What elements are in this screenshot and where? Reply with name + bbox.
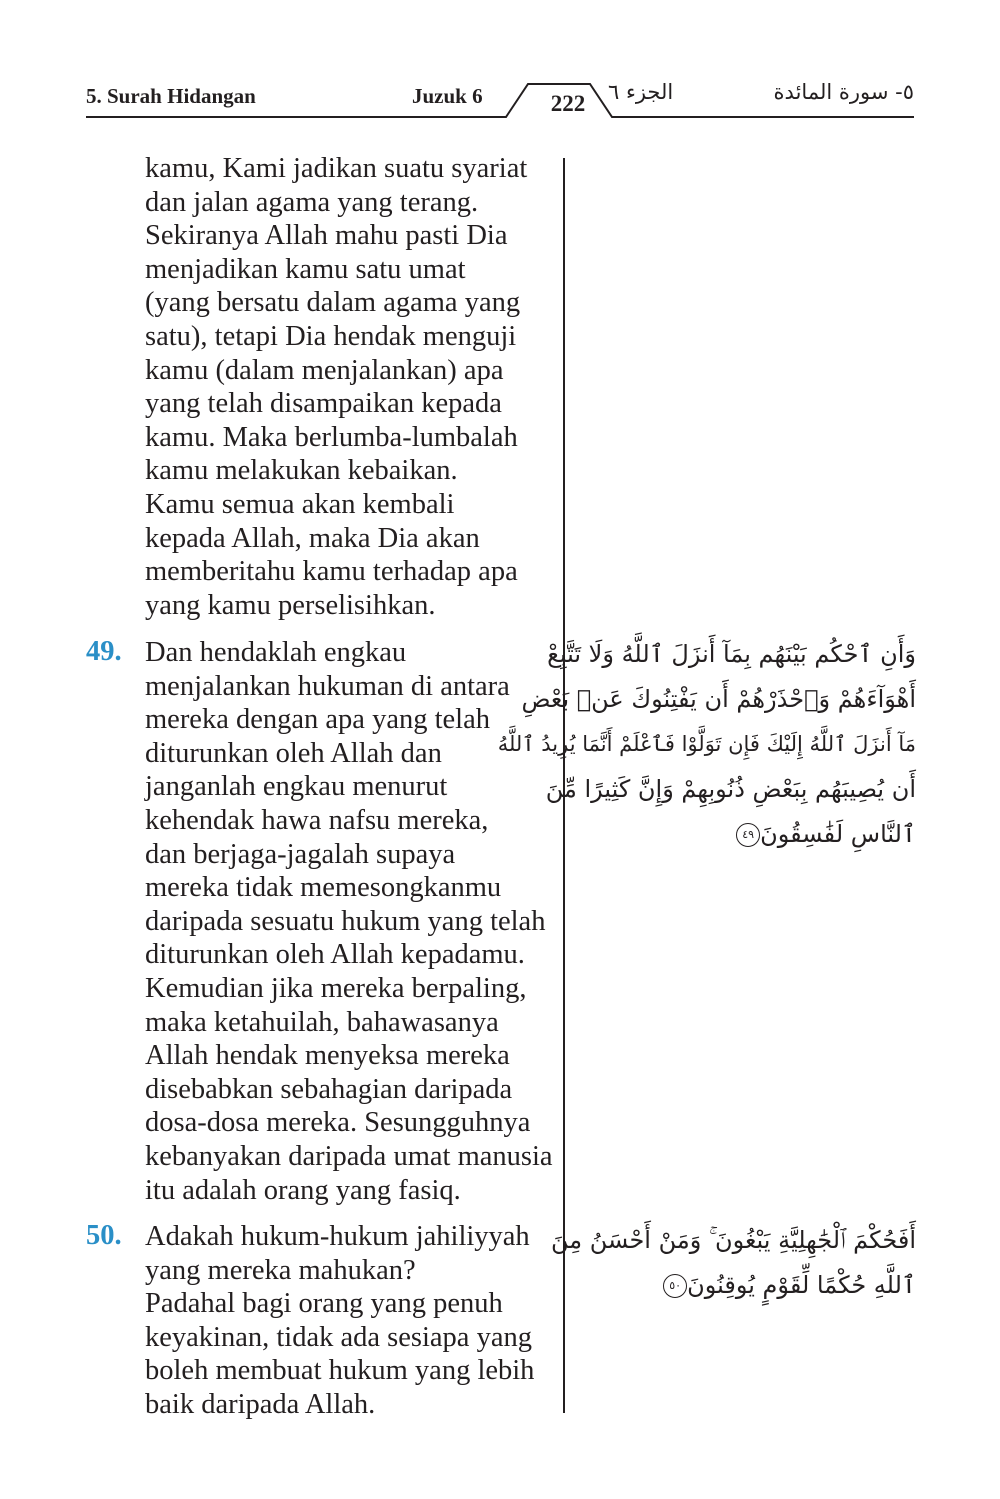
translation-line: Dan hendaklah engkau xyxy=(145,637,407,668)
translation-line: Padahal bagi orang yang penuh xyxy=(145,1288,503,1320)
translation-line: menjalankan hukuman di antara xyxy=(145,670,510,702)
translation-line: yang mereka mahukan? xyxy=(145,1254,416,1286)
translation-line: mereka tidak memesongkanmu xyxy=(145,872,502,904)
translation-line: baik daripada Allah. xyxy=(145,1388,376,1420)
translation-line: kamu, Kami jadikan suatu syariat xyxy=(145,153,528,184)
translation-line: menjadikan kamu satu umat xyxy=(145,253,466,285)
translation-line: diturunkan oleh Allah kepadamu. xyxy=(145,939,525,971)
translation-verse-50 xyxy=(145,1220,560,1422)
verse-number-50: 50. xyxy=(86,1220,122,1251)
translation-line: dan jalan agama yang terang. xyxy=(145,186,479,218)
translation-line: boleh membuat hukum yang lebih xyxy=(145,1355,535,1387)
arabic-line: أَفَحُكْمَ ٱلْجَٰهِلِيَّةِ يَبْغُونَ ۚ وَمَنْ أَحْسَنُ مِنَ xyxy=(551,1226,916,1254)
translation-line: satu), tetapi Dia hendak menguji xyxy=(145,320,517,352)
translation-line: kehendak hawa nafsu mereka, xyxy=(145,804,489,836)
translation-continuation xyxy=(145,152,560,622)
translation-line: kebanyakan daripada umat manusia xyxy=(145,1140,553,1172)
translation-line: Allah hendak menyeksa mereka xyxy=(145,1040,510,1072)
translation-line: janganlah engkau menurut xyxy=(145,771,448,803)
arabic-line: وَأَنِ ٱحْكُم بَيْنَهُم بِمَآ أَنزَلَ ٱللَّهُ وَلَا تَتَّبِعْ xyxy=(547,640,916,668)
translation-line: daripada sesuatu hukum yang telah xyxy=(145,905,546,937)
translation-line: Kamu semua akan kembali xyxy=(145,488,455,520)
arabic-verse-49 xyxy=(497,632,916,857)
arabic-line: أَن يُصِيبَهُم بِبَعْضِ ذُنُوبِهِمْ وَإِنَّ كَثِيرًا مِّنَ xyxy=(545,775,916,803)
translation-line: mereka dengan apa yang telah xyxy=(145,704,490,736)
translation-line: memberitahu kamu terhadap apa xyxy=(145,556,518,588)
arabic-line: مَآ أَنزَلَ ٱللَّهُ إِلَيْكَ فَإِن تَوَلَّوْا فَٱعْلَمْ أَنَّمَا يُرِيدُ ٱللَّهُ xyxy=(497,732,916,756)
verse-end-marker: ٥٠ xyxy=(663,1274,687,1298)
translation-line: Sekiranya Allah mahu pasti Dia xyxy=(145,220,508,252)
page-number: 222 xyxy=(550,91,586,116)
arabic-last-line xyxy=(581,1263,916,1308)
translation-line: kepada Allah, maka Dia akan xyxy=(145,522,480,554)
surah-title-arabic: ٥- سورة المائدة xyxy=(773,80,914,104)
arabic-line: ٱلنَّاسِ لَفَٰسِقُونَ xyxy=(760,820,916,848)
translation-line: yang telah disampaikan kepada xyxy=(145,388,502,420)
translation-line: disebabkan sebahagian daripada xyxy=(145,1073,513,1105)
surah-title: 5. Surah Hidangan xyxy=(86,84,256,108)
translation-line: kamu (dalam menjalankan) apa xyxy=(145,354,504,386)
translation-line: dan berjaga-jagalah supaya xyxy=(145,838,456,870)
juz-label: Juzuk 6 xyxy=(412,84,483,108)
translation-line: (yang bersatu dalam agama yang xyxy=(145,287,521,319)
translation-line: Adakah hukum-hukum jahiliyyah xyxy=(145,1221,530,1252)
arabic-verse-50 xyxy=(551,1218,916,1308)
arabic-line: أَهْوَآءَهُمْ وَٱحْذَرْهُمْ أَن يَفْتِنُوكَ عَنۢ بَعْضِ xyxy=(521,685,916,713)
juz-label-arabic: الجزء ٦ xyxy=(608,80,674,104)
translation-line: keyakinan, tidak ada sesiapa yang xyxy=(145,1321,532,1353)
translation-line: kamu melakukan kebaikan. xyxy=(145,455,458,487)
translation-line: kamu. Maka berlumba-lumbalah xyxy=(145,421,518,453)
arabic-last-line xyxy=(581,812,916,857)
translation-line: yang kamu perselisihkan. xyxy=(145,589,436,621)
translation-line: dosa-dosa mereka. Sesungguhnya xyxy=(145,1107,531,1139)
header-rule xyxy=(0,0,1000,130)
translation-line: itu adalah orang yang fasiq. xyxy=(145,1174,461,1206)
translation-line: Kemudian jika mereka berpaling, xyxy=(145,972,527,1004)
verse-number-49: 49. xyxy=(86,636,122,667)
arabic-line: ٱللَّهِ حُكْمًا لِّقَوْمٍ يُوقِنُونَ xyxy=(687,1271,916,1299)
translation-line: diturunkan oleh Allah dan xyxy=(145,737,442,769)
verse-end-marker: ٤٩ xyxy=(736,823,760,847)
page-header xyxy=(0,0,1000,130)
translation-line: maka ketahuilah, bahawasanya xyxy=(145,1006,499,1038)
